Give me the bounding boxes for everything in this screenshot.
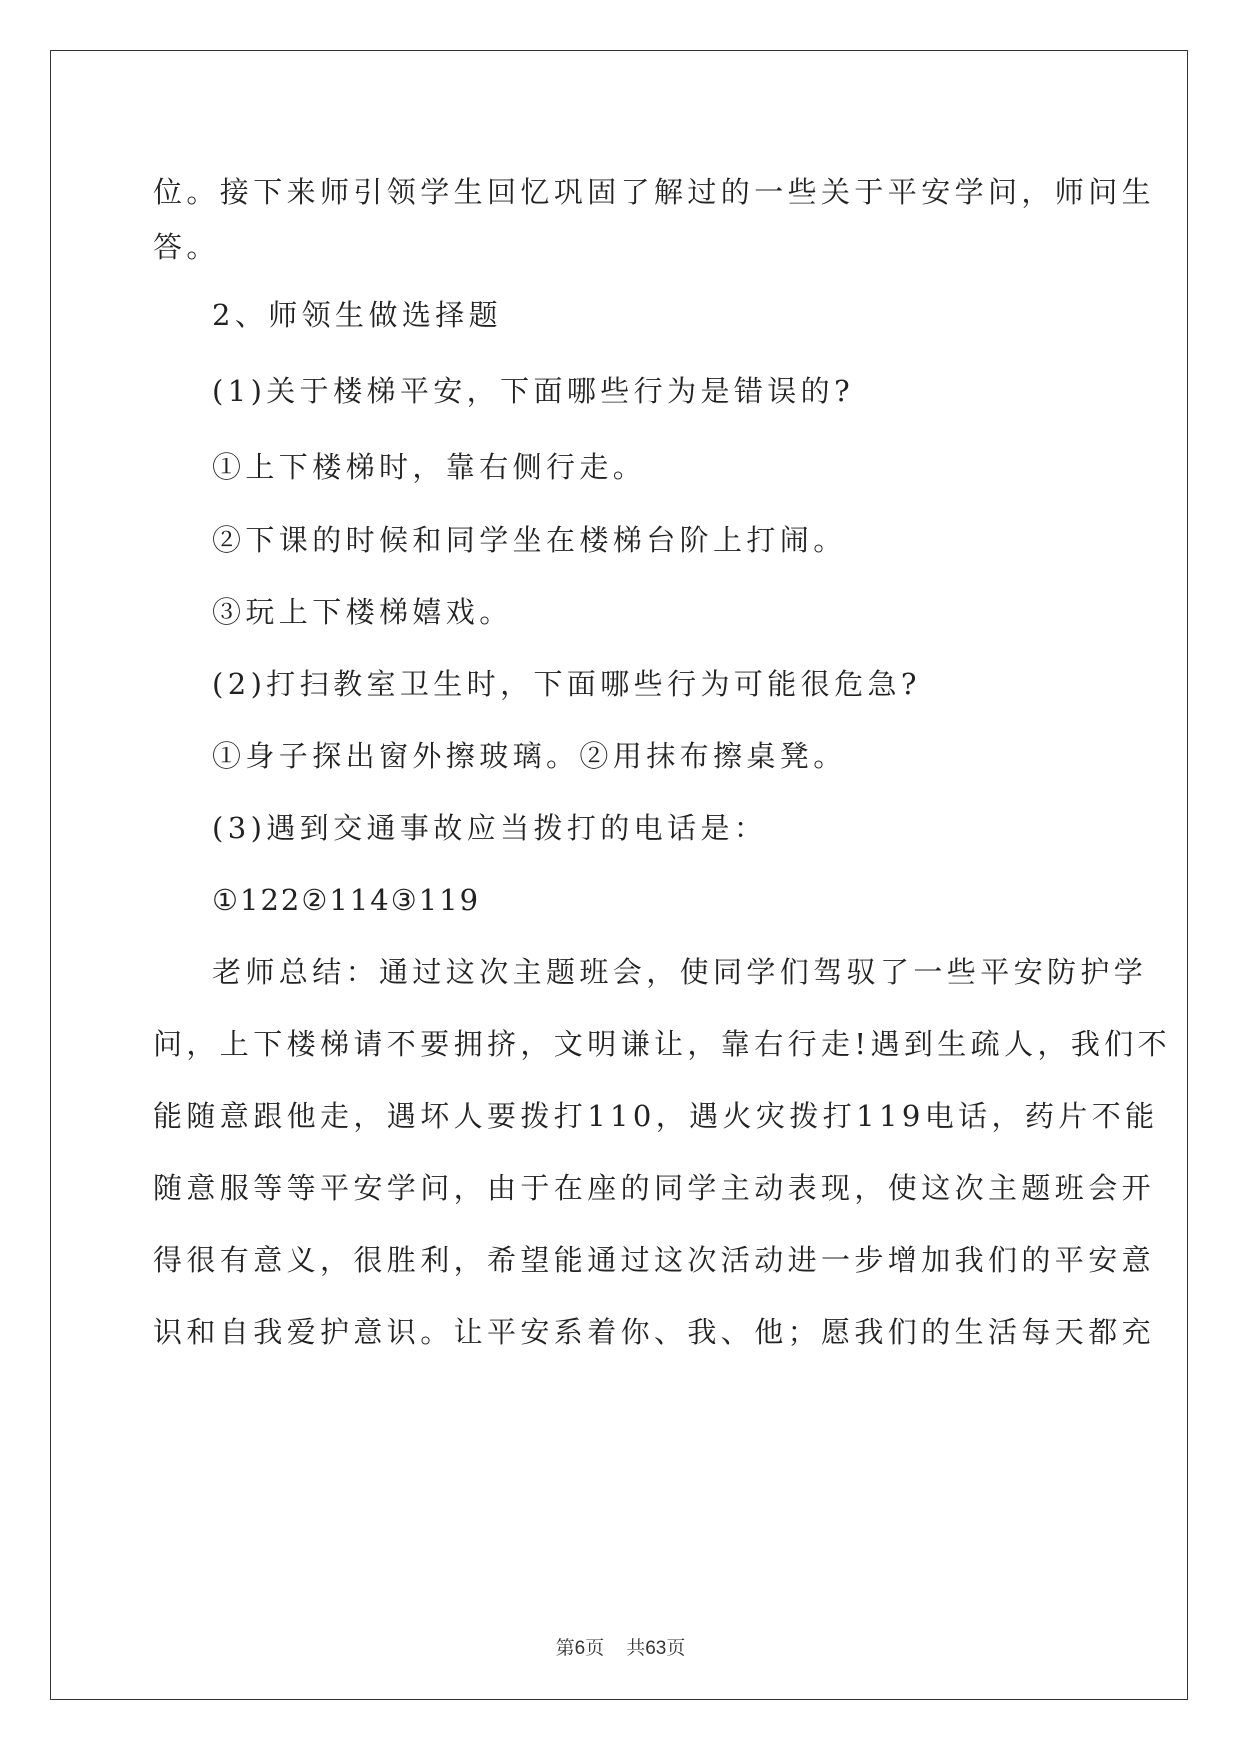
paragraph-line: 位。接下来师引领学生回忆巩固了解过的一些关于平安学问，师问生: [153, 175, 1156, 209]
paragraph-line: 识和自我爱护意识。让平安系着你、我、他；愿我们的生活每天都充: [153, 1315, 1156, 1349]
paragraph-line: 老师总结：通过这次主题班会，使同学们驾驭了一些平安防护学: [212, 955, 1148, 989]
section-heading: 2、师领生做选择题: [212, 298, 503, 332]
option-line: ①身子探出窗外擦玻璃。②用抹布擦桌凳。: [212, 739, 847, 773]
option-line: ③玩上下楼梯嬉戏。: [212, 595, 513, 629]
page-number: 第6页: [555, 1638, 605, 1659]
paragraph-line: 随意服等等平安学问，由于在座的同学主动表现，使这次主题班会开: [153, 1171, 1156, 1205]
question-line: (1)关于楼梯平安，下面哪些行为是错误的?: [212, 374, 855, 408]
question-line: (3)遇到交通事故应当拨打的电话是：: [212, 811, 768, 845]
question-line: (2)打扫教室卫生时，下面哪些行为可能很危急?: [212, 667, 921, 701]
option-line: ②下课的时候和同学坐在楼梯台阶上打闹。: [212, 523, 847, 557]
option-line: ①122②114③119: [212, 883, 481, 917]
paragraph-line: 答。: [153, 230, 220, 264]
paragraph-line: 能随意跟他走，遇坏人要拨打110，遇火灾拨打119电话，药片不能: [153, 1099, 1159, 1133]
page-total: 共63页: [626, 1638, 686, 1659]
paragraph-line: 问，上下楼梯请不要拥挤，文明谦让，靠右行走!遇到生疏人，我们不: [153, 1027, 1172, 1061]
paragraph-line: 得很有意义，很胜利，希望能通过这次活动进一步增加我们的平安意: [153, 1243, 1156, 1277]
option-line: ①上下楼梯时，靠右侧行走。: [212, 450, 647, 484]
page-footer: [0, 1633, 1241, 1660]
